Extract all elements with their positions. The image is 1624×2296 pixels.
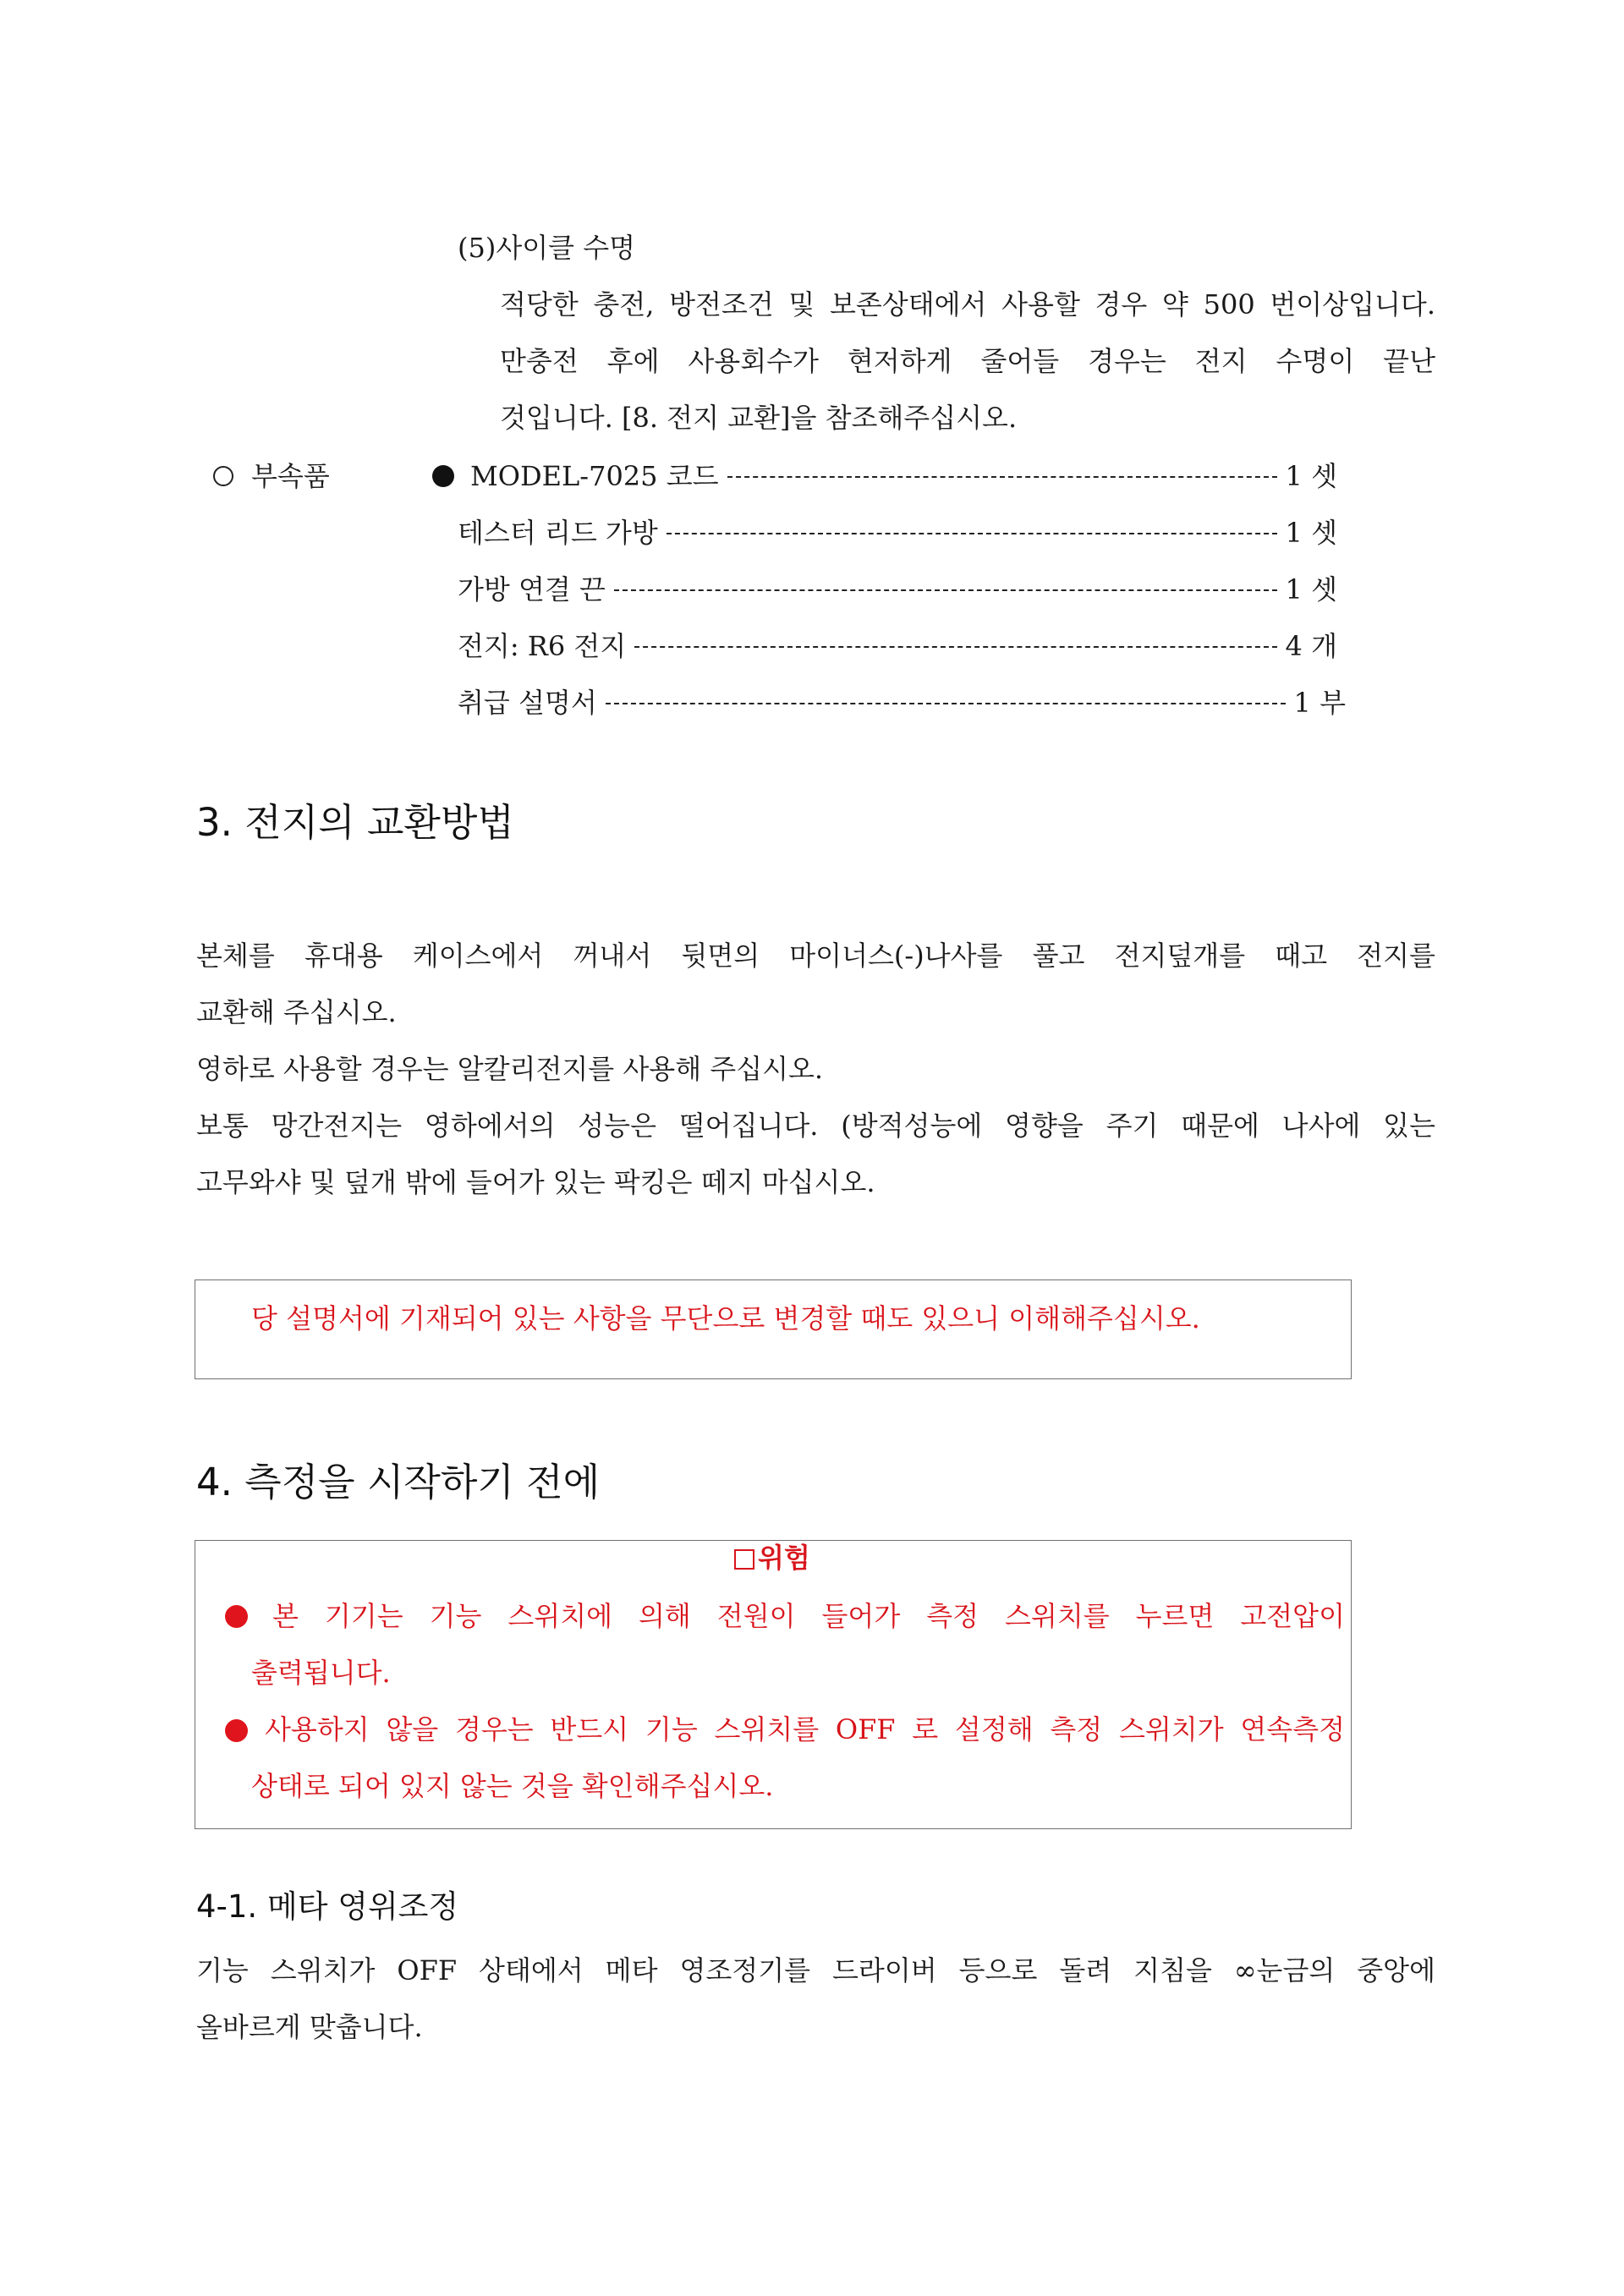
accessory-qty: 1 부 [1293, 687, 1346, 719]
danger-heading [734, 1539, 810, 1576]
section-3-title: 3. 전지의 교환방법 [196, 800, 514, 845]
accessory-qty: 4 개 [1285, 630, 1337, 662]
accessory-row [470, 459, 1337, 493]
cycle-life-line-2: 만충전 후에 사용회수가 현저하게 줄어들 경우는 전지 수명이 끝난 [500, 345, 1435, 377]
accessory-qty: 1 셋 [1285, 460, 1337, 492]
accessory-name: 전지: R6 전지 [458, 630, 627, 662]
accessory-qty: 1 셋 [1285, 573, 1337, 606]
accessory-name: 테스터 리드 가방 [458, 517, 658, 549]
cycle-life-line-1: 적당한 충전, 방전조건 및 보존상태에서 사용할 경우 약 500 번이상입니다. [500, 288, 1435, 321]
leader-dashes [667, 533, 1277, 534]
red-bullet-icon [225, 1605, 248, 1628]
accessories-label: 부속품 [251, 460, 330, 492]
filled-circle-bullet-icon [432, 465, 454, 487]
accessory-name: MODEL-7025 코드 [470, 460, 719, 492]
red-bullet-icon [225, 1719, 248, 1742]
open-circle-bullet-icon [213, 466, 233, 486]
notice-text: 당 설명서에 기재되어 있는 사항을 무단으로 변경할 때도 있으니 이해해주십시오. [251, 1302, 1200, 1334]
danger-item-1-line-1: 본 기기는 기능 스위치에 의해 전원이 들어가 측정 스위치를 누르면 고전압이 [272, 1600, 1345, 1632]
danger-item-2-line-2: 상태로 되어 있지 않는 것을 확인해주십시오. [251, 1770, 774, 1802]
cycle-life-heading: (5)사이클 수명 [458, 232, 636, 264]
leader-dashes [614, 589, 1277, 591]
danger-item-1-line-2: 출력됩니다. [251, 1657, 391, 1689]
accessory-qty: 1 셋 [1285, 517, 1337, 549]
accessory-name: 가방 연결 끈 [458, 573, 606, 606]
section-3-line-3: 영하로 사용할 경우는 알칼리전지를 사용해 주십시오. [196, 1053, 824, 1085]
leader-dashes [727, 476, 1277, 478]
danger-title: 위험 [758, 1542, 810, 1574]
leader-dashes [634, 646, 1276, 648]
accessory-row [458, 573, 1337, 606]
section-4-1-title: 4-1. 메타 영위조정 [196, 1888, 459, 1925]
section-3-line-5: 고무와샤 및 덮개 밖에 들어가 있는 팍킹은 떼지 마십시오. [196, 1166, 875, 1198]
section-3-line-2: 교환해 주십시오. [196, 996, 397, 1028]
section-4-1-line-1: 기능 스위치가 OFF 상태에서 메타 영조정기를 드라이버 등으로 돌려 지침을 ∞눈금의 중앙에 [196, 1954, 1435, 1986]
section-4-1-line-2: 올바르게 맞춥니다. [196, 2011, 423, 2043]
square-icon [734, 1549, 754, 1570]
accessory-row [458, 629, 1337, 663]
leader-dashes [606, 703, 1286, 704]
accessory-row [458, 516, 1337, 550]
section-3-line-4: 보통 망간전지는 영하에서의 성능은 떨어집니다. (방적성능에 영향을 주기 때문에 나사에 있는 [196, 1110, 1435, 1142]
danger-item-2-line-1: 사용하지 않을 경우는 반드시 기능 스위치를 OFF 로 설정해 측정 스위치가 연속측정 [265, 1713, 1345, 1745]
accessory-row [458, 686, 1346, 720]
section-3-line-1: 본체를 휴대용 케이스에서 꺼내서 뒷면의 마이너스(-)나사를 풀고 전지덮개를 때고 전지를 [196, 940, 1435, 972]
section-4-title: 4. 측정을 시작하기 전에 [196, 1460, 601, 1504]
cycle-life-line-3: 것입니다. [8. 전지 교환]을 참조해주십시오. [500, 402, 1018, 434]
accessory-name: 취급 설명서 [458, 687, 597, 719]
